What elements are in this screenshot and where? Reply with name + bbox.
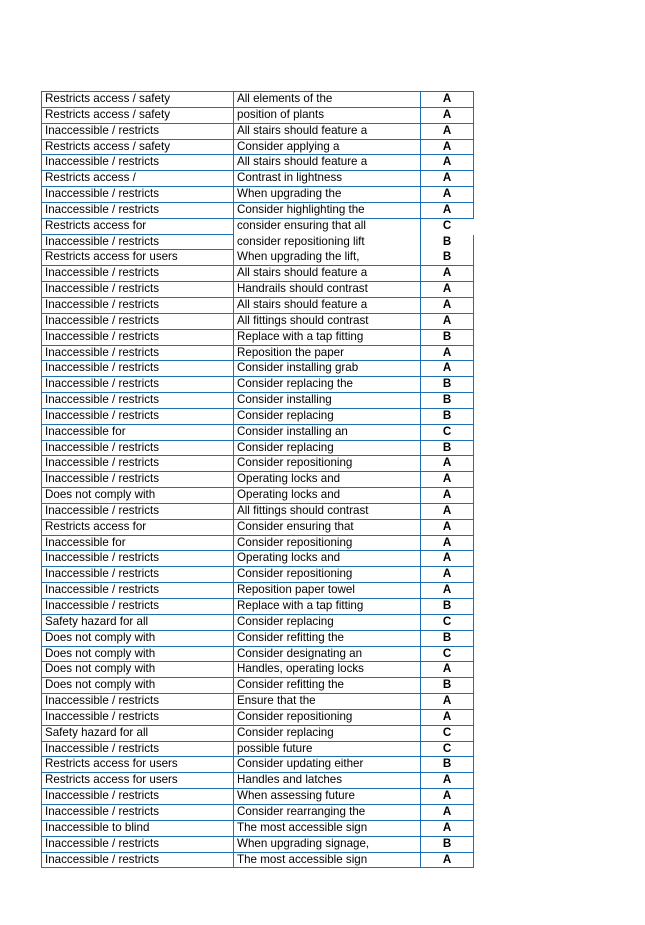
action-cell[interactable]: When assessing future: [234, 789, 421, 805]
action-cell[interactable]: Operating locks and: [234, 472, 421, 488]
issue-cell[interactable]: Restricts access /: [42, 171, 234, 187]
table-row: [42, 646, 474, 662]
issue-cell[interactable]: Inaccessible / restricts: [42, 123, 234, 139]
table-row: [42, 709, 474, 725]
table-row: [42, 424, 474, 440]
priority-cell[interactable]: A: [421, 773, 474, 789]
table-row: [42, 456, 474, 472]
action-cell[interactable]: All stairs should feature a: [234, 123, 421, 139]
issue-cell[interactable]: Inaccessible / restricts: [42, 456, 234, 472]
issue-cell[interactable]: Inaccessible / restricts: [42, 709, 234, 725]
table-row: [42, 535, 474, 551]
action-cell[interactable]: Consider updating either: [234, 757, 421, 773]
issue-cell[interactable]: Inaccessible / restricts: [42, 329, 234, 345]
priority-cell[interactable]: A: [421, 709, 474, 725]
table-row: [42, 107, 474, 123]
issue-cell[interactable]: Does not comply with: [42, 646, 234, 662]
priority-cell[interactable]: A: [421, 297, 474, 313]
action-cell[interactable]: All elements of the: [234, 92, 421, 108]
table-row: [42, 139, 474, 155]
action-cell[interactable]: consider repositioning lift: [234, 234, 421, 250]
issue-cell[interactable]: Inaccessible / restricts: [42, 377, 234, 393]
issue-cell[interactable]: Inaccessible / restricts: [42, 583, 234, 599]
issue-cell[interactable]: Inaccessible / restricts: [42, 503, 234, 519]
table-row: [42, 551, 474, 567]
issue-cell[interactable]: Does not comply with: [42, 630, 234, 646]
action-cell[interactable]: Consider highlighting the: [234, 202, 421, 218]
table-row: [42, 313, 474, 329]
priority-cell[interactable]: A: [421, 503, 474, 519]
spreadsheet-grid: [41, 91, 474, 868]
action-cell[interactable]: All stairs should feature a: [234, 297, 421, 313]
action-cell[interactable]: Consider repositioning: [234, 535, 421, 551]
table-row: [42, 852, 474, 868]
action-cell[interactable]: Reposition the paper: [234, 345, 421, 361]
action-cell[interactable]: Reposition paper towel: [234, 583, 421, 599]
action-cell[interactable]: Operating locks and: [234, 488, 421, 504]
table-row: [42, 567, 474, 583]
issue-cell[interactable]: Inaccessible / restricts: [42, 836, 234, 852]
priority-cell[interactable]: C: [421, 741, 474, 757]
action-cell[interactable]: position of plants: [234, 107, 421, 123]
issue-cell[interactable]: Inaccessible / restricts: [42, 472, 234, 488]
priority-cell[interactable]: A: [421, 155, 474, 171]
issue-cell[interactable]: Inaccessible / restricts: [42, 393, 234, 409]
action-cell[interactable]: Consider replacing: [234, 614, 421, 630]
priority-cell[interactable]: A: [421, 662, 474, 678]
action-cell[interactable]: The most accessible sign: [234, 820, 421, 836]
table-row: [42, 836, 474, 852]
issue-cell[interactable]: Safety hazard for all: [42, 614, 234, 630]
issue-cell[interactable]: Inaccessible / restricts: [42, 266, 234, 282]
priority-cell[interactable]: A: [421, 852, 474, 868]
issue-cell[interactable]: Restricts access for users: [42, 250, 234, 266]
table-row: [42, 662, 474, 678]
action-cell[interactable]: Consider repositioning: [234, 456, 421, 472]
table-row: [42, 440, 474, 456]
priority-cell[interactable]: C: [421, 614, 474, 630]
action-cell[interactable]: The most accessible sign: [234, 852, 421, 868]
action-cell[interactable]: Consider designating an: [234, 646, 421, 662]
priority-cell[interactable]: B: [421, 757, 474, 773]
priority-cell[interactable]: B: [421, 234, 474, 250]
action-cell[interactable]: Consider rearranging the: [234, 804, 421, 820]
table-row: [42, 297, 474, 313]
table-row: [42, 773, 474, 789]
priority-cell[interactable]: A: [421, 694, 474, 710]
priority-cell[interactable]: B: [421, 329, 474, 345]
action-cell[interactable]: possible future: [234, 741, 421, 757]
table-row: [42, 741, 474, 757]
action-cell[interactable]: When upgrading the: [234, 187, 421, 203]
action-cell[interactable]: All fittings should contrast: [234, 313, 421, 329]
issue-cell[interactable]: Inaccessible / restricts: [42, 345, 234, 361]
issue-cell[interactable]: Inaccessible / restricts: [42, 202, 234, 218]
table-row: [42, 408, 474, 424]
issue-cell[interactable]: Inaccessible / restricts: [42, 694, 234, 710]
table-row: [42, 725, 474, 741]
priority-cell[interactable]: A: [421, 535, 474, 551]
action-cell[interactable]: Contrast in lightness: [234, 171, 421, 187]
table-row: [42, 519, 474, 535]
priority-cell[interactable]: A: [421, 345, 474, 361]
table-row: [42, 757, 474, 773]
priority-cell[interactable]: C: [421, 725, 474, 741]
action-cell[interactable]: Handles, operating locks: [234, 662, 421, 678]
issue-cell[interactable]: Does not comply with: [42, 678, 234, 694]
action-cell[interactable]: Consider installing an: [234, 424, 421, 440]
action-cell[interactable]: Replace with a tap fitting: [234, 599, 421, 615]
recommendations-table: [41, 91, 474, 868]
issue-cell[interactable]: Inaccessible / restricts: [42, 187, 234, 203]
action-cell[interactable]: Consider installing: [234, 393, 421, 409]
priority-cell[interactable]: B: [421, 440, 474, 456]
issue-cell[interactable]: Restricts access for users: [42, 757, 234, 773]
table-row: [42, 218, 474, 234]
issue-cell[interactable]: Inaccessible / restricts: [42, 155, 234, 171]
priority-cell[interactable]: B: [421, 836, 474, 852]
table-row: [42, 694, 474, 710]
priority-cell[interactable]: A: [421, 472, 474, 488]
priority-cell[interactable]: A: [421, 804, 474, 820]
issue-cell[interactable]: Restricts access / safety: [42, 92, 234, 108]
issue-cell[interactable]: Inaccessible / restricts: [42, 599, 234, 615]
table-row: [42, 250, 474, 266]
issue-cell[interactable]: Inaccessible / restricts: [42, 361, 234, 377]
table-row: [42, 503, 474, 519]
issue-cell[interactable]: Does not comply with: [42, 662, 234, 678]
priority-cell[interactable]: B: [421, 678, 474, 694]
issue-cell[interactable]: Inaccessible / restricts: [42, 804, 234, 820]
issue-cell[interactable]: Inaccessible / restricts: [42, 567, 234, 583]
issue-cell[interactable]: Inaccessible / restricts: [42, 234, 234, 250]
priority-cell[interactable]: A: [421, 139, 474, 155]
action-cell[interactable]: When upgrading signage,: [234, 836, 421, 852]
priority-cell[interactable]: B: [421, 630, 474, 646]
action-cell[interactable]: All fittings should contrast: [234, 503, 421, 519]
table-row: [42, 614, 474, 630]
action-cell[interactable]: Consider replacing: [234, 408, 421, 424]
action-cell[interactable]: Consider repositioning: [234, 709, 421, 725]
issue-cell[interactable]: Inaccessible / restricts: [42, 313, 234, 329]
table-body: [42, 92, 474, 868]
table-row: [42, 345, 474, 361]
action-cell[interactable]: consider ensuring that all: [234, 218, 421, 234]
table-row: [42, 599, 474, 615]
table-row: [42, 820, 474, 836]
table-row: [42, 583, 474, 599]
action-cell[interactable]: All stairs should feature a: [234, 155, 421, 171]
table-row: [42, 282, 474, 298]
priority-cell[interactable]: A: [421, 202, 474, 218]
issue-cell[interactable]: Inaccessible / restricts: [42, 297, 234, 313]
priority-cell[interactable]: A: [421, 519, 474, 535]
priority-cell[interactable]: A: [421, 282, 474, 298]
priority-cell[interactable]: B: [421, 393, 474, 409]
action-cell[interactable]: Consider replacing the: [234, 377, 421, 393]
action-cell[interactable]: Consider repositioning: [234, 567, 421, 583]
table-row: [42, 630, 474, 646]
table-row: [42, 171, 474, 187]
issue-cell[interactable]: Inaccessible for: [42, 535, 234, 551]
action-cell[interactable]: Operating locks and: [234, 551, 421, 567]
table-row: [42, 488, 474, 504]
priority-cell[interactable]: A: [421, 171, 474, 187]
table-row: [42, 92, 474, 108]
issue-cell[interactable]: Inaccessible for: [42, 424, 234, 440]
action-cell[interactable]: Consider replacing: [234, 725, 421, 741]
priority-cell[interactable]: A: [421, 456, 474, 472]
priority-cell[interactable]: A: [421, 123, 474, 139]
action-cell[interactable]: Ensure that the: [234, 694, 421, 710]
issue-cell[interactable]: Restricts access / safety: [42, 139, 234, 155]
table-row: [42, 329, 474, 345]
action-cell[interactable]: Consider refitting the: [234, 630, 421, 646]
action-cell[interactable]: Consider installing grab: [234, 361, 421, 377]
priority-cell[interactable]: B: [421, 250, 474, 266]
table-row: [42, 393, 474, 409]
priority-cell[interactable]: C: [421, 424, 474, 440]
priority-cell[interactable]: A: [421, 187, 474, 203]
table-row: [42, 377, 474, 393]
table-row: [42, 234, 474, 250]
table-row: [42, 789, 474, 805]
issue-cell[interactable]: Inaccessible / restricts: [42, 408, 234, 424]
table-row: [42, 202, 474, 218]
priority-cell[interactable]: A: [421, 789, 474, 805]
issue-cell[interactable]: Inaccessible / restricts: [42, 551, 234, 567]
table-row: [42, 472, 474, 488]
issue-cell[interactable]: Restricts access / safety: [42, 107, 234, 123]
priority-cell[interactable]: A: [421, 313, 474, 329]
issue-cell[interactable]: Restricts access for: [42, 218, 234, 234]
action-cell[interactable]: Consider applying a: [234, 139, 421, 155]
action-cell[interactable]: Handrails should contrast: [234, 282, 421, 298]
issue-cell[interactable]: Inaccessible to blind: [42, 820, 234, 836]
priority-cell[interactable]: C: [421, 218, 474, 234]
table-row: [42, 678, 474, 694]
priority-cell[interactable]: B: [421, 377, 474, 393]
priority-cell[interactable]: B: [421, 408, 474, 424]
priority-cell[interactable]: C: [421, 646, 474, 662]
priority-cell[interactable]: A: [421, 820, 474, 836]
issue-cell[interactable]: Restricts access for users: [42, 773, 234, 789]
action-cell[interactable]: Consider ensuring that: [234, 519, 421, 535]
table-row: [42, 804, 474, 820]
priority-cell[interactable]: A: [421, 266, 474, 282]
issue-cell[interactable]: Inaccessible / restricts: [42, 852, 234, 868]
table-row: [42, 155, 474, 171]
priority-cell[interactable]: A: [421, 488, 474, 504]
action-cell[interactable]: Consider replacing: [234, 440, 421, 456]
issue-cell[interactable]: Inaccessible / restricts: [42, 741, 234, 757]
issue-cell[interactable]: Inaccessible / restricts: [42, 282, 234, 298]
action-cell[interactable]: All stairs should feature a: [234, 266, 421, 282]
action-cell[interactable]: Consider refitting the: [234, 678, 421, 694]
table-row: [42, 361, 474, 377]
priority-cell[interactable]: A: [421, 107, 474, 123]
table-row: [42, 187, 474, 203]
issue-cell[interactable]: Inaccessible / restricts: [42, 789, 234, 805]
priority-cell[interactable]: A: [421, 567, 474, 583]
action-cell[interactable]: Replace with a tap fitting: [234, 329, 421, 345]
priority-cell[interactable]: A: [421, 361, 474, 377]
issue-cell[interactable]: Does not comply with: [42, 488, 234, 504]
priority-cell[interactable]: A: [421, 551, 474, 567]
issue-cell[interactable]: Safety hazard for all: [42, 725, 234, 741]
action-cell[interactable]: Handles and latches: [234, 773, 421, 789]
action-cell[interactable]: When upgrading the lift,: [234, 250, 421, 266]
priority-cell[interactable]: A: [421, 583, 474, 599]
issue-cell[interactable]: Restricts access for: [42, 519, 234, 535]
priority-cell[interactable]: A: [421, 92, 474, 108]
priority-cell[interactable]: B: [421, 599, 474, 615]
issue-cell[interactable]: Inaccessible / restricts: [42, 440, 234, 456]
table-row: [42, 266, 474, 282]
table-row: [42, 123, 474, 139]
